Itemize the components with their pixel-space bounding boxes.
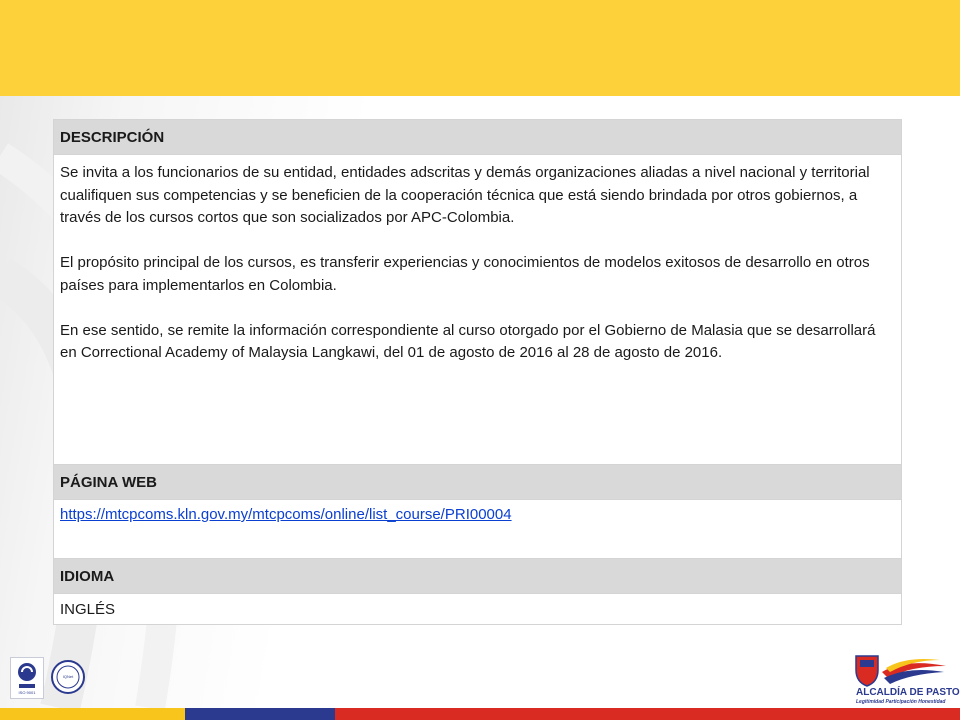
stripe-yellow [0, 708, 185, 720]
course-info-table [53, 119, 902, 625]
iqnet-caption: IQNet [62, 674, 74, 679]
iqnet-certification-logo [50, 659, 86, 695]
description-paragraph: El propósito principal de los cursos, es transferir experiencias y conocimientos de modelos exitosos de desarrollo en otros países para implementarlos en Colombia. [60, 254, 870, 294]
brand-tagline: Legitimidad Participación Honestidad [856, 699, 946, 705]
web-page-header: PÁGINA WEB [54, 465, 902, 500]
brand-name: ALCALDÍA DE PASTO [856, 687, 960, 698]
description-header: DESCRIPCIÓN [54, 120, 902, 155]
cert-logo-caption: ISO 9001 [18, 690, 36, 695]
iso-certification-logo [10, 657, 44, 699]
stripe-red [335, 708, 960, 720]
coat-of-arms-icon [850, 652, 950, 688]
language-header: IDIOMA [54, 559, 902, 594]
footer-color-stripe [0, 708, 960, 720]
description-paragraph: Se invita a los funcionarios de su entidad, entidades adscritas y demás organizaciones aliadas a nivel nacional y territorial cualifiquen sus competencias y se beneficien de la cooperación técnica que está siendo brindada por otros gobiernos, a través de los cursos cortos que son socializados por APC-Colombia. [60, 164, 870, 226]
description-paragraph: En ese sentido, se remite la información correspondiente al curso otorgado por el Gobierno de Malasia que se desarrollará en Correctional Academy of Malaysia Langkawi, del 01 de agosto de 2016 al 28 de agosto de 2016. [60, 321, 876, 361]
description-cell [54, 155, 902, 465]
language-value: INGLÉS [54, 594, 902, 625]
top-banner [0, 0, 960, 96]
web-page-cell [54, 500, 902, 559]
course-url-link[interactable]: https://mtcpcoms.kln.gov.my/mtcpcoms/online/list_course/PRI00004 [60, 506, 512, 523]
stripe-blue [185, 708, 335, 720]
